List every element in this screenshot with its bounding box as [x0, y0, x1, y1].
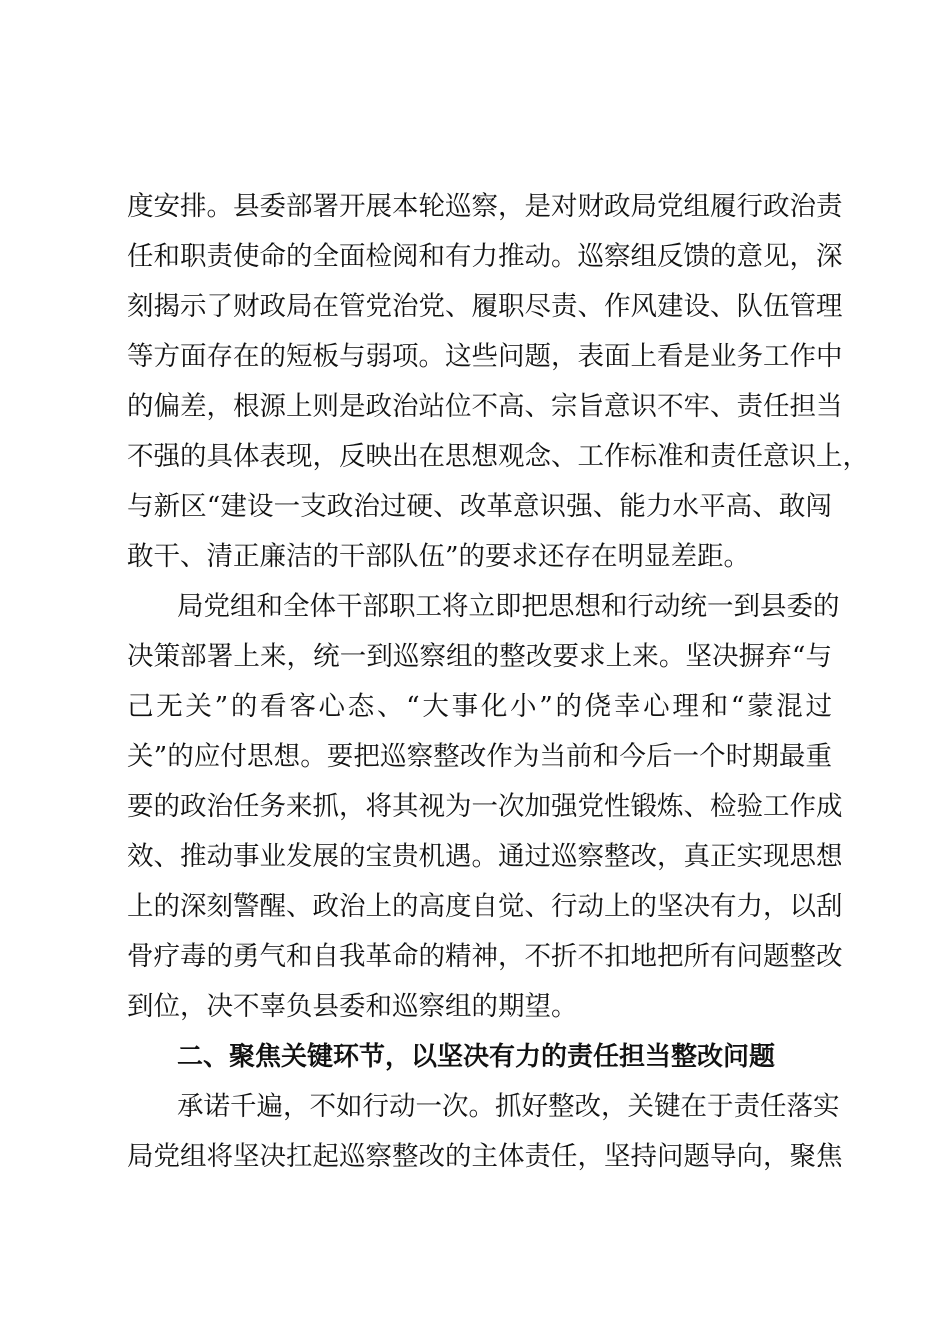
text-line: 局党组将坚决扛起巡察整改的主体责任，坚持问题导向，聚焦: [127, 1141, 843, 1172]
text-line: 不强的具体表现，反映出在思想观念、工作标准和责任意识上，: [127, 441, 869, 472]
text-line: 己无关”的看客心态、“大事化小”的侥幸心理和“蒙混过: [127, 691, 832, 722]
text-line: 承诺千遍，不如行动一次。抓好整改，关键在于责任落实: [177, 1091, 840, 1122]
text-line: 决策部署上来，统一到巡察组的整改要求上来。坚决摒弃“与: [127, 641, 832, 672]
text-line: 与新区“建设一支政治过硬、改革意识强、能力水平高、敢闯: [127, 491, 832, 522]
text-line: 要的政治任务来抓，将其视为一次加强党性锻炼、检验工作成: [127, 791, 843, 822]
text-line: 骨疗毒的勇气和自我革命的精神，不折不扣地把所有问题整改: [127, 941, 843, 972]
section-heading: 二、聚焦关键环节，以坚决有力的责任担当整改问题: [177, 1042, 776, 1072]
text-line: 敢干、清正廉洁的干部队伍”的要求还存在明显差距。: [127, 541, 751, 572]
text-line: 任和职责使命的全面检阅和有力推动。巡察组反馈的意见，深: [127, 241, 843, 272]
text-line: 等方面存在的短板与弱项。这些问题，表面上看是业务工作中: [127, 341, 843, 372]
text-line: 关”的应付思想。要把巡察整改作为当前和今后一个时期最重: [127, 741, 832, 772]
text-line: 度安排。县委部署开展本轮巡察，是对财政局党组履行政治责: [127, 191, 843, 222]
text-line: 刻揭示了财政局在管党治党、履职尽责、作风建设、队伍管理: [127, 291, 843, 322]
text-line: 局党组和全体干部职工将立即把思想和行动统一到县委的: [177, 591, 840, 622]
text-line: 到位，决不辜负县委和巡察组的期望。: [127, 991, 578, 1022]
text-line: 上的深刻警醒、政治上的高度自觉、行动上的坚决有力，以刮: [127, 891, 843, 922]
text-line: 的偏差，根源上则是政治站位不高、宗旨意识不牢、责任担当: [127, 391, 843, 422]
text-line: 效、推动事业发展的宝贵机遇。通过巡察整改，真正实现思想: [127, 841, 843, 872]
